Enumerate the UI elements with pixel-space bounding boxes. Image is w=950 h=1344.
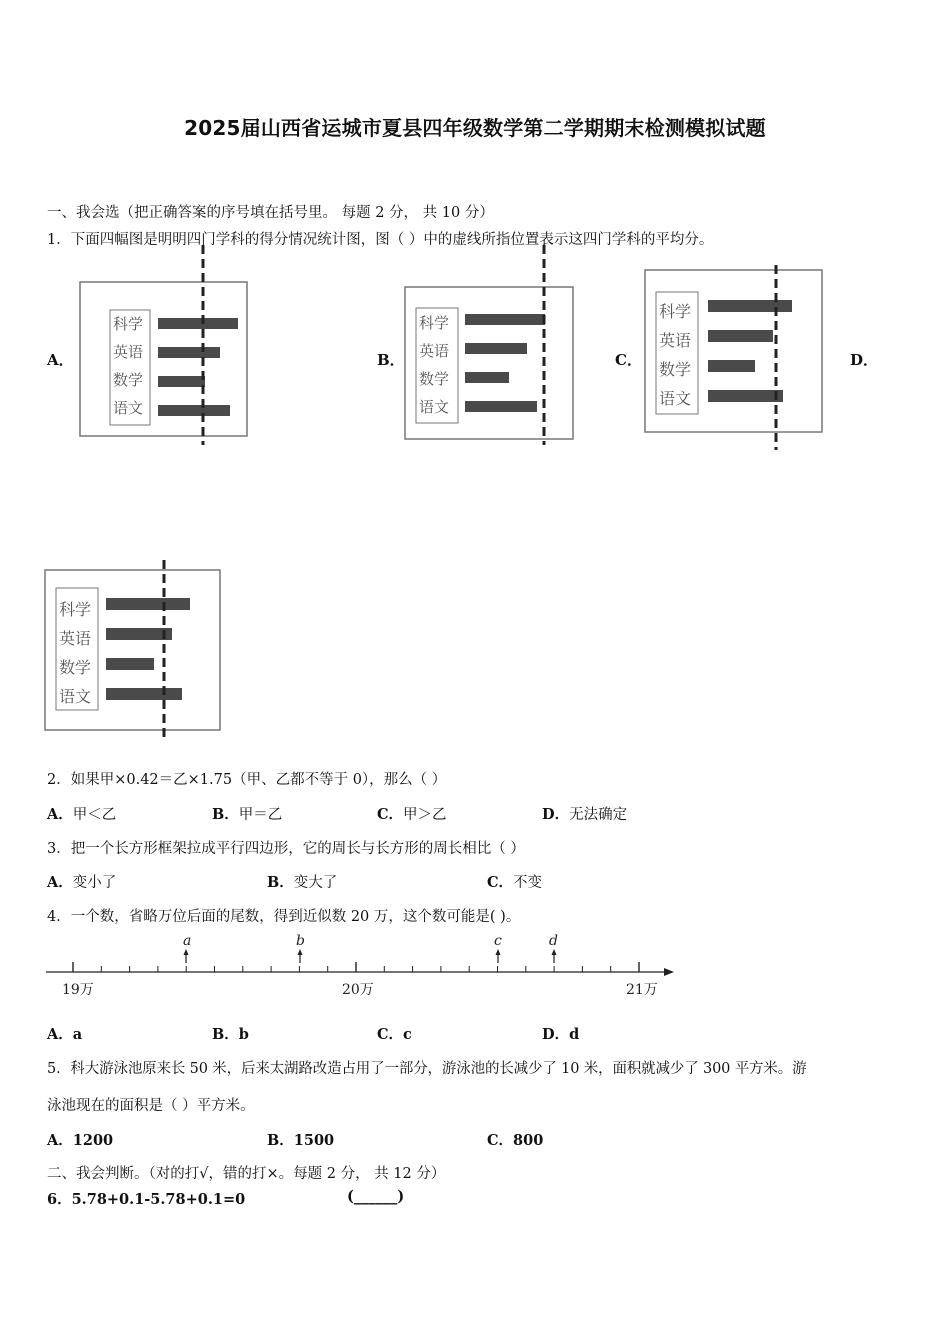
q2-option-b-key: B． bbox=[212, 806, 239, 823]
figure-c-bar-2 bbox=[708, 360, 755, 372]
figure-d-bar-1 bbox=[106, 628, 172, 640]
q2-option-c-key: C． bbox=[377, 806, 404, 823]
point-a-arrowhead-icon bbox=[184, 949, 189, 955]
figure-d bbox=[44, 560, 224, 740]
point-b bbox=[296, 933, 305, 963]
q2-option-c[interactable] bbox=[377, 803, 447, 824]
figure-b-subject-2: 数学 bbox=[419, 370, 450, 388]
q4-number-line bbox=[44, 930, 684, 1002]
q3-option-a[interactable] bbox=[47, 871, 116, 892]
figure-b-bar-2 bbox=[465, 372, 509, 383]
q3-option-c-key: C． bbox=[487, 874, 514, 891]
q5-option-a[interactable] bbox=[47, 1129, 113, 1150]
point-b-label: b bbox=[296, 933, 305, 949]
q3-option-b[interactable] bbox=[267, 871, 337, 892]
number-line-ticks bbox=[73, 962, 639, 972]
q2-option-a[interactable] bbox=[47, 803, 116, 824]
figure-b-bar-1 bbox=[465, 343, 527, 354]
figure-a-subject-3: 语文 bbox=[113, 399, 144, 417]
q4-option-c-text: c bbox=[403, 1026, 412, 1043]
figure-c-bar-3 bbox=[708, 390, 783, 402]
q5-stem-line1: 5．科大游泳池原来长 50 米，后来太湖路改造占用了一部分，游泳池的长减少了 10 米，面积就减少了 300 平方米。游 bbox=[47, 1061, 807, 1077]
point-d-label: d bbox=[549, 933, 558, 949]
q2-option-d-text: 无法确定 bbox=[569, 807, 628, 823]
q5-option-b[interactable] bbox=[267, 1129, 334, 1150]
q3-option-c-text: 不变 bbox=[513, 875, 543, 891]
figure-b-subject-1: 英语 bbox=[419, 342, 450, 360]
q1-stem: 1．下面四幅图是明明四门学科的得分情况统计图，图（ ）中的虚线所指位置表示这四门学科的平均分。 bbox=[47, 232, 714, 248]
q5-option-c-key: C． bbox=[487, 1132, 514, 1149]
q3-option-c[interactable] bbox=[487, 871, 542, 892]
q3-stem: 3．把一个长方形框架拉成平行四边形，它的周长与长方形的周长相比（ ） bbox=[47, 841, 525, 857]
figure-a-subject-2: 数学 bbox=[113, 371, 144, 389]
figure-d-subject-0: 科学 bbox=[59, 600, 92, 619]
q4-stem: 4．一个数，省略万位后面的尾数，得到近似数 20 万，这个数可能是( )。 bbox=[47, 909, 521, 925]
axis-label-20wan: 20万 bbox=[342, 982, 374, 998]
q2-option-d-key: D． bbox=[542, 806, 570, 823]
figure-a-bar-1 bbox=[158, 347, 220, 358]
figure-d-bar-3 bbox=[106, 688, 182, 700]
q2-option-a-key: A． bbox=[47, 806, 73, 823]
q4-option-b-text: b bbox=[238, 1026, 249, 1043]
q5-option-a-key: A． bbox=[47, 1132, 73, 1149]
q3-option-a-key: A． bbox=[47, 874, 73, 891]
q5-option-c-text: 800 bbox=[513, 1132, 544, 1149]
q4-option-c[interactable] bbox=[377, 1023, 412, 1044]
q2-option-c-text: 甲＞乙 bbox=[403, 807, 447, 823]
q4-option-c-key: C． bbox=[377, 1026, 404, 1043]
page-title: 2025届山西省运城市夏县四年级数学第二学期期末检测模拟试题 bbox=[184, 116, 766, 140]
section-1-heading: 一、我会选（把正确答案的序号填在括号里。 每题 2 分， 共 10 分） bbox=[47, 205, 494, 221]
figure-a-bar-2 bbox=[158, 376, 205, 387]
figure-d-subject-3: 语文 bbox=[59, 687, 92, 706]
figure-c bbox=[644, 265, 826, 450]
q4-option-b[interactable] bbox=[212, 1023, 249, 1044]
q1-label-a: A． bbox=[47, 351, 74, 369]
point-a-label: a bbox=[183, 933, 192, 949]
section-2-heading: 二、我会判断。（对的打√，错的打×。每题 2 分， 共 12 分） bbox=[47, 1166, 446, 1182]
figure-b-subject-3: 语文 bbox=[419, 398, 450, 416]
q6-stem: 6．5.78+0.1-5.78+0.1=0 bbox=[47, 1191, 246, 1208]
q3-option-b-key: B． bbox=[267, 874, 294, 891]
q4-option-d[interactable] bbox=[542, 1023, 579, 1044]
figure-a-subject-1: 英语 bbox=[113, 343, 144, 361]
figure-b bbox=[404, 245, 576, 445]
q4-option-d-text: d bbox=[569, 1026, 580, 1043]
q3-option-b-text: 变大了 bbox=[293, 875, 338, 891]
q2-option-b-text: 甲＝乙 bbox=[238, 807, 283, 823]
figure-d-subject-2: 数学 bbox=[59, 658, 92, 677]
figure-c-subject-2: 数学 bbox=[659, 360, 692, 379]
axis-label-21wan: 21万 bbox=[626, 982, 658, 998]
figure-a-subject-0: 科学 bbox=[113, 315, 144, 333]
q4-option-b-key: B． bbox=[212, 1026, 239, 1043]
figure-b-subject-0: 科学 bbox=[419, 314, 450, 332]
point-b-arrowhead-icon bbox=[298, 949, 303, 955]
point-d-arrowhead-icon bbox=[552, 949, 557, 955]
q5-option-c[interactable] bbox=[487, 1129, 543, 1150]
figure-c-bar-1 bbox=[708, 330, 773, 342]
figure-c-subject-0: 科学 bbox=[659, 302, 692, 321]
q2-option-a-text: 甲＜乙 bbox=[72, 807, 117, 823]
q4-option-a-text: a bbox=[72, 1026, 83, 1043]
q5-option-b-key: B． bbox=[267, 1132, 294, 1149]
figure-a-bar-0 bbox=[158, 318, 238, 329]
q5-option-a-text: 1200 bbox=[72, 1132, 114, 1149]
q5-option-b-text: 1500 bbox=[293, 1132, 335, 1149]
q2-option-b[interactable] bbox=[212, 803, 282, 824]
figure-c-subject-1: 英语 bbox=[659, 331, 692, 350]
point-c-arrowhead-icon bbox=[496, 949, 501, 955]
figure-a bbox=[80, 245, 250, 445]
figure-b-bar-0 bbox=[465, 314, 545, 325]
q2-option-d[interactable] bbox=[542, 803, 627, 824]
q1-label-b: B． bbox=[377, 351, 405, 369]
figure-a-bar-3 bbox=[158, 405, 230, 416]
q2-stem: 2．如果甲×0.42＝乙×1.75（甲、乙都不等于 0），那么（ ） bbox=[47, 772, 447, 788]
figure-c-subject-3: 语文 bbox=[659, 389, 692, 408]
figure-d-bar-2 bbox=[106, 658, 154, 670]
q4-option-d-key: D． bbox=[542, 1026, 570, 1043]
figure-c-bar-0 bbox=[708, 300, 792, 312]
q6-answer-blank[interactable]: (______) bbox=[347, 1188, 405, 1205]
q1-label-c: C． bbox=[615, 351, 642, 369]
axis-label-19wan: 19万 bbox=[62, 982, 94, 998]
point-a bbox=[183, 933, 191, 963]
point-d bbox=[549, 933, 558, 963]
number-line-arrow-icon bbox=[664, 968, 674, 976]
q5-stem-line2: 泳池现在的面积是（ ）平方米。 bbox=[47, 1098, 255, 1114]
q4-option-a[interactable] bbox=[47, 1023, 82, 1044]
q3-option-a-text: 变小了 bbox=[72, 875, 117, 891]
point-c-label: c bbox=[494, 933, 502, 949]
figure-d-subject-1: 英语 bbox=[59, 629, 92, 648]
point-c bbox=[494, 933, 502, 963]
figure-d-bar-0 bbox=[106, 598, 190, 610]
q4-option-a-key: A． bbox=[47, 1026, 73, 1043]
figure-b-bar-3 bbox=[465, 401, 537, 412]
q1-label-d: D． bbox=[850, 351, 879, 369]
